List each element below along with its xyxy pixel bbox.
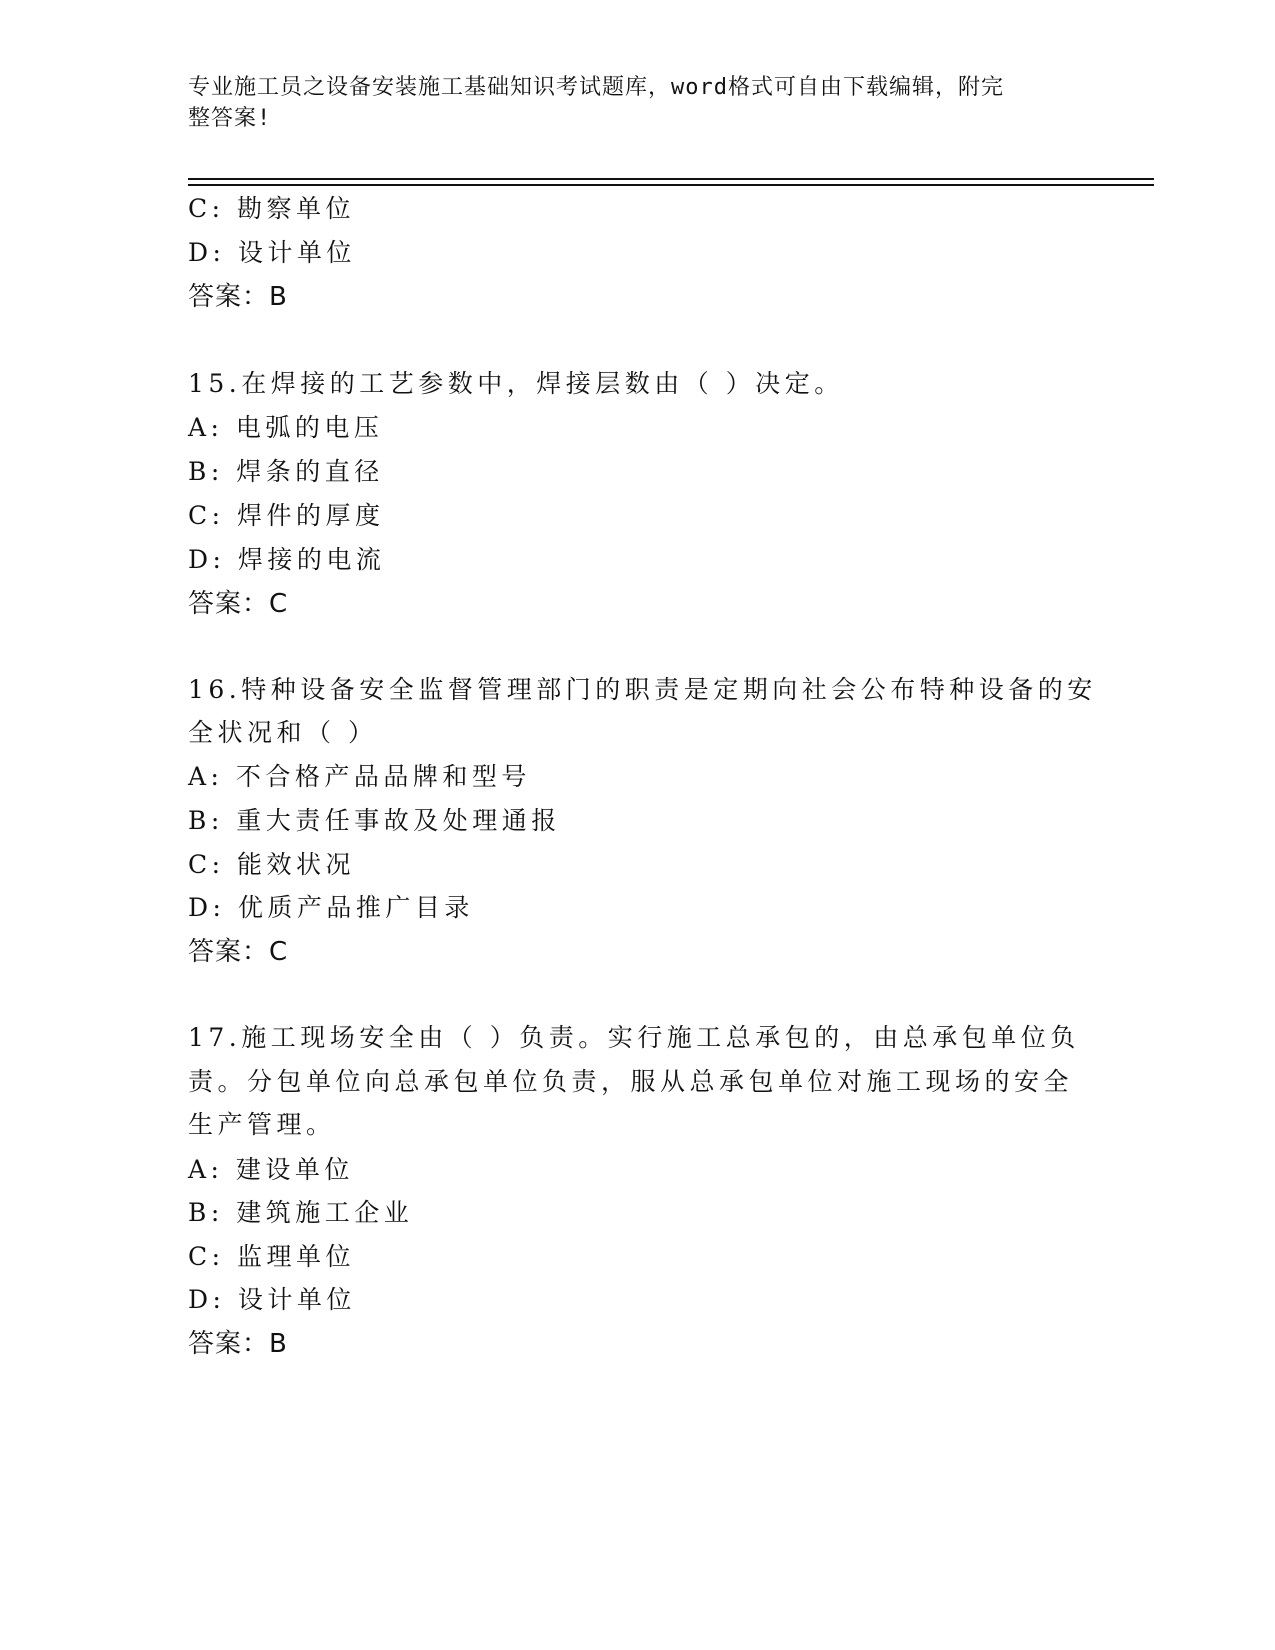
q15-option-b: B: 焊条的直径 (188, 457, 384, 486)
header-rule-top (188, 178, 1154, 180)
q15-option-a: A: 电弧的电压 (188, 413, 384, 442)
prev-option-d: D: 设计单位 (188, 238, 356, 267)
q17-option-c: C: 监理单位 (188, 1242, 355, 1271)
q16-option-d: D: 优质产品推广目录 (188, 893, 474, 922)
q17-option-a: A: 建设单位 (188, 1155, 354, 1184)
q17-option-d: D: 设计单位 (188, 1285, 356, 1314)
prev-answer: 答案：B (188, 282, 288, 312)
q15-option-c: C: 焊件的厚度 (188, 501, 385, 530)
q17-stem-line-1: 17.施工现场安全由（ ）负责。实行施工总承包的，由总承包单位负 (188, 1023, 1080, 1052)
q17-option-b: B: 建筑施工企业 (188, 1198, 414, 1227)
q16-option-a: A: 不合格产品品牌和型号 (188, 762, 531, 791)
document-header (188, 72, 1068, 134)
q17-stem-line-3: 生产管理。 (188, 1110, 336, 1139)
header-line-1: 专业施工员之设备安装施工基础知识考试题库，word格式可自由下载编辑，附完 (188, 75, 1004, 100)
q15-answer: 答案：C (188, 589, 289, 619)
header-rule-bottom (188, 184, 1154, 186)
q16-stem-line-2: 全状况和（ ） (188, 718, 378, 747)
prev-option-c: C: 勘察单位 (188, 194, 355, 223)
header-line-2: 整答案! (188, 106, 272, 131)
q15-option-d: D: 焊接的电流 (188, 545, 386, 574)
q16-answer: 答案：C (188, 937, 289, 967)
q17-stem-line-2: 责。分包单位向总承包单位负责，服从总承包单位对施工现场的安全 (188, 1067, 1074, 1096)
q16-option-c: C: 能效状况 (188, 850, 355, 879)
q16-option-b: B: 重大责任事故及处理通报 (188, 806, 561, 835)
q15-stem: 15.在焊接的工艺参数中，焊接层数由（ ）决定。 (188, 369, 844, 398)
q17-answer: 答案：B (188, 1329, 288, 1359)
q16-stem-line-1: 16.特种设备安全监督管理部门的职责是定期向社会公布特种设备的安 (188, 675, 1097, 704)
